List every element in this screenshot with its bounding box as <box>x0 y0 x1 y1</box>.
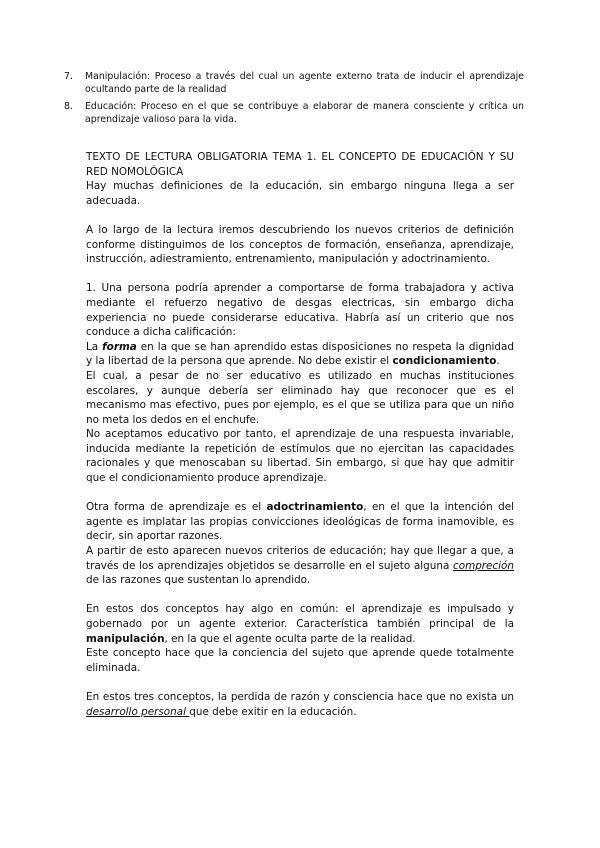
text-run: . <box>496 355 500 368</box>
text-run: A partir de esto aparecen nuevos criterios de educación; hay que llegar a que, a través de los aprendizajes objetidos se desarrolle en el sujeto alguna <box>86 545 514 572</box>
list-text: Educación: Proceso en el que se contribuye a elaborar de manera consciente y crítica un aprendizaje valioso para la vida. <box>85 100 524 126</box>
emphasis-adoctrinamiento: adoctrinamiento <box>266 501 364 514</box>
paragraph: 1. Una persona podría aprender a comportarse de forma trabajadora y activa mediante el refuerzo negativo de desgas electricas, sin embargo dicha experiencia no puede considerarse educativa. Habría así un criterio que nos conduce a dicha calificación: <box>86 282 514 339</box>
paragraph-gap <box>86 486 514 501</box>
emphasis-desarrollo-personal: desarrollo personal <box>86 705 190 718</box>
paragraph: No aceptamos educativo por tanto, el aprendizaje de una respuesta invariable, inducida mediante la repetición de estímulos que no ejercitan las capacidades racionales y que menoscaban su libertad. Sin embargo, si que hay que admitir que el condicionamiento produce aprendizaje. <box>86 428 514 485</box>
list-number: 7. <box>64 71 73 82</box>
paragraph: A lo largo de la lectura iremos descubriendo los nuevos criterios de definición conforme distinguimos de los conceptos de formación, enseñanza, aprendizaje, instrucción, adiestramiento, entrenamiento, manipulación y adoctrinamiento. <box>86 223 514 266</box>
text-run: En estos dos conceptos hay algo en común: el aprendizaje es impulsado y gobernado por un agente exterior. Característica también principal de la <box>86 603 514 630</box>
paragraph-gap <box>86 588 514 603</box>
paragraph <box>86 602 514 646</box>
emphasis-comprecion: compreción <box>453 559 514 572</box>
paragraph-gap <box>86 267 514 282</box>
section-heading: TEXTO DE LECTURA OBLIGATORIA TEMA 1. EL CONCEPTO DE EDUCACIÓN Y SU RED NOMOLÓGICA <box>86 151 514 178</box>
paragraph: Este concepto hace que la conciencia del sujeto que aprende quede totalmente eliminada. <box>86 647 514 674</box>
text-run: en la que se han aprendido estas disposiciones no respeta la dignidad y la libertad de la persona que aprende. No debe existir el <box>86 340 514 368</box>
definition-list <box>64 70 524 130</box>
list-item <box>64 100 524 127</box>
text-run: , en el que la intención del agente es implatar las propias convicciones ideológicas de forma inamovible, es decir, sin aportar razones. <box>86 501 514 543</box>
text-run: En estos tres conceptos, la perdida de razón y consciencia hace que no exista un <box>86 690 514 703</box>
reading-text <box>86 150 514 719</box>
text-run: de las razones que sustentan lo aprendido. <box>86 574 311 587</box>
emphasis-manipulacion: manipulación <box>86 632 165 645</box>
list-item <box>64 70 524 97</box>
list-number: 8. <box>64 100 73 112</box>
text-run: , en la que el agente oculta parte de la realidad. <box>164 632 416 645</box>
list-text: Manipulación: Proceso a través del cual un agente externo trata de inducir el aprendizaje ocultando parte de la realidad <box>85 71 524 96</box>
paragraph <box>86 500 514 544</box>
intro-paragraph: Hay muchas definiciones de la educación, sin embargo ninguna llega a ser adecuada. <box>86 180 514 207</box>
emphasis-condicionamiento: condicionamiento <box>392 355 497 368</box>
paragraph <box>86 340 514 369</box>
text-run: La <box>86 340 103 353</box>
paragraph-gap <box>86 675 514 690</box>
paragraph <box>86 690 514 719</box>
text-run: Otra forma de aprendizaje es el <box>86 501 267 514</box>
paragraph <box>86 544 514 588</box>
paragraph-gap <box>86 208 514 223</box>
text-run: que debe exitir en la educación. <box>189 705 357 718</box>
emphasis-forma: forma <box>102 340 137 353</box>
paragraph: El cual, a pesar de no ser educativo es utilizado en muchas instituciones escolares, y aunque debería ser eliminado hay que reconocer que es el mecanismo mas efectivo, pues por ejemplo, es el que se utiliza para que un niño no meta los dedos en el enchufe. <box>86 369 514 426</box>
